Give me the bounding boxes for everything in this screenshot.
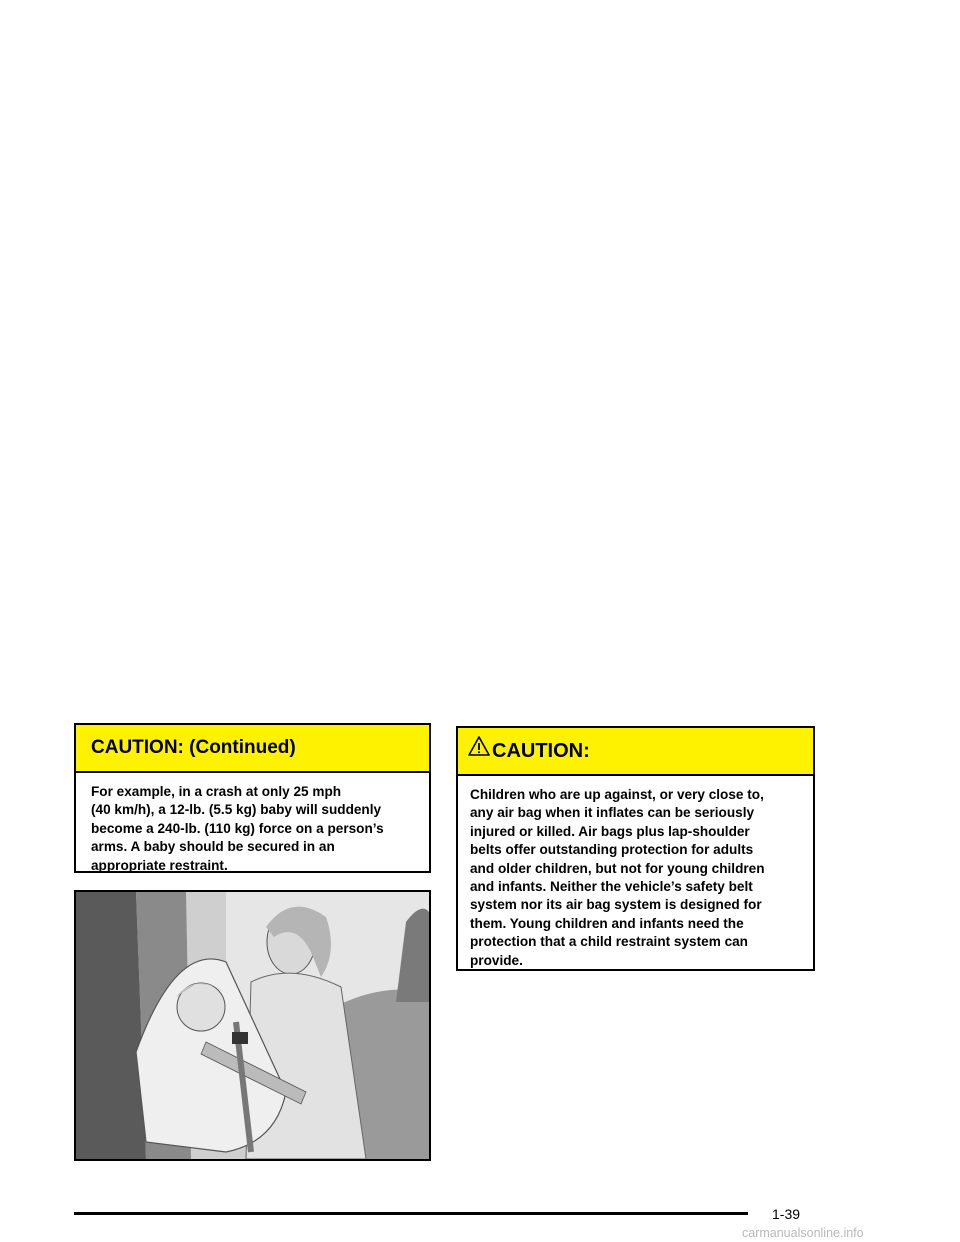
caution-title: CAUTION: [492,739,590,762]
caution-body-text: Children who are up against, or very close to, any air bag when it inflates can be seriously injured or killed. Air bags plus lap-shoulder belts offer outstanding protection for adults and older children, but not for young children and infants. Neither the vehicle’s safety belt system nor its air bag system is designed for them. Young children and infants need the protection that a child restraint system can provide. [470,787,765,968]
illustration-child-seat [74,890,431,1161]
page-number: 1-39 [772,1206,801,1222]
caution-header: CAUTION: (Continued) [76,725,429,773]
warning-triangle-icon [468,735,490,757]
watermark: carmanualsonline.info [742,1226,864,1240]
caution-body-text: For example, in a crash at only 25 mph (40 km/h), a 12-lb. (5.5 kg) baby will suddenly become a 240-lb. (110 kg) force on a person’s arms. A baby should be secured in an appropriate restraint. [91,784,384,873]
footer-rule [74,1212,748,1215]
caution-box-continued [74,723,431,873]
caution-box-air-bag [456,726,815,971]
caution-header [458,728,813,776]
